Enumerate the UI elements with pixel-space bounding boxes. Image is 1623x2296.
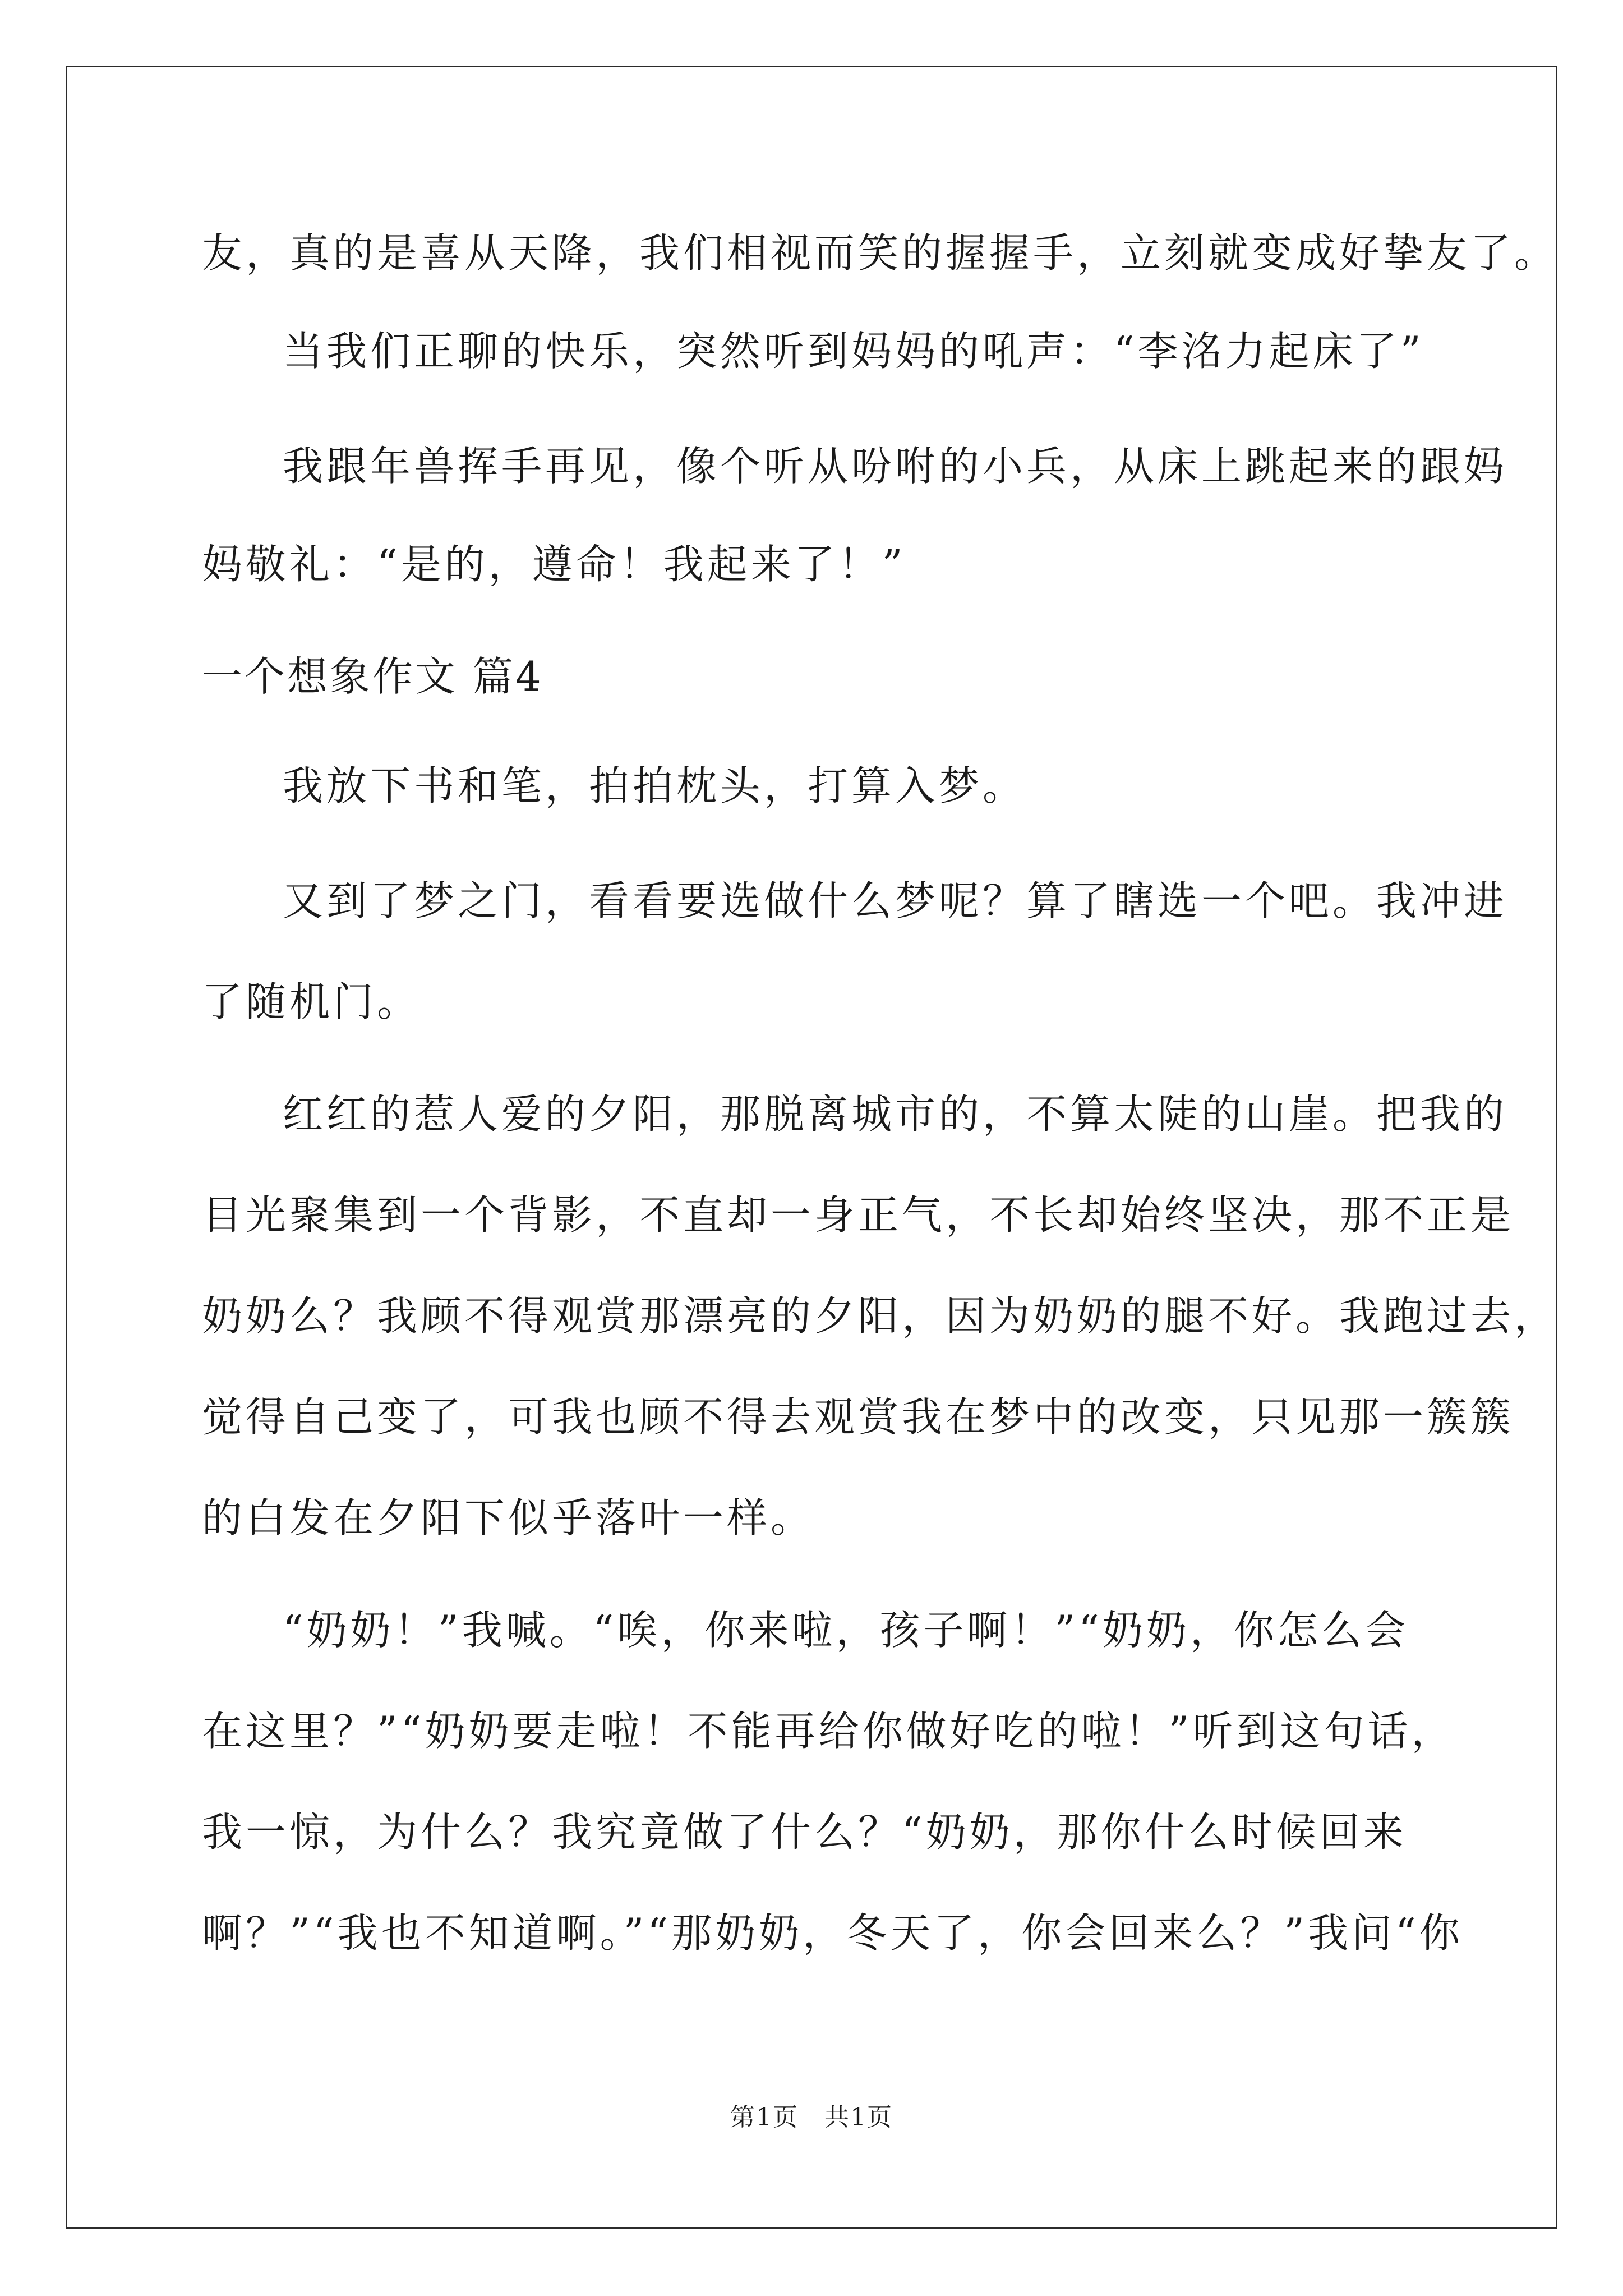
text-line-13: 的白发在夕阳下似乎落叶一样。 <box>202 1494 815 1542</box>
text-line-4: 妈敬礼：“是的，遵命！我起来了！” <box>202 541 906 588</box>
text-line-10: 目光聚集到一个背影，不直却一身正气，不长却始终坚决，那不正是 <box>202 1191 1515 1239</box>
text-line-6: 我放下书和笔，拍拍枕头，打算入梦。 <box>283 762 1027 809</box>
page-border <box>66 66 1557 2229</box>
text-line-17: 啊？”“我也不知道啊。”“那奶奶，冬天了，你会回来么？”我问“你 <box>202 1910 1463 1957</box>
text-line-11: 奶奶么？我顾不得观赏那漂亮的夕阳，因为奶奶的腿不好。我跑过去， <box>202 1292 1559 1340</box>
text-line-9: 红红的惹人爱的夕阳，那脱离城市的，不算太陡的山崖。把我的 <box>283 1091 1508 1138</box>
text-line-2: 当我们正聊的快乐，突然听到妈妈的吼声：“李洺力起床了” <box>283 328 1424 375</box>
page-footer: 第1页 共1页 <box>730 2103 893 2132</box>
text-line-14: “奶奶！”我喊。“唉，你来啦，孩子啊！”“奶奶，你怎么会 <box>283 1607 1409 1654</box>
text-line-3: 我跟年兽挥手再见，像个听从吩咐的小兵，从床上跳起来的跟妈 <box>283 443 1508 490</box>
text-line-7: 又到了梦之门，看看要选做什么梦呢？算了瞎选一个吧。我冲进 <box>283 877 1508 924</box>
text-line-1: 友，真的是喜从天降，我们相视而笑的握握手，立刻就变成好挚友了。 <box>202 229 1559 277</box>
section-heading: 一个想象作文 篇4 <box>202 653 543 700</box>
text-line-16: 我一惊，为什么？我究竟做了什么？“奶奶，那你什么时候回来 <box>202 1809 1407 1856</box>
text-line-15: 在这里？”“奶奶要走啦！不能再给你做好吃的啦！”听到这句话， <box>202 1708 1455 1755</box>
text-line-8: 了随机门。 <box>202 978 421 1025</box>
text-line-12: 觉得自己变了，可我也顾不得去观赏我在梦中的改变，只见那一簇簇 <box>202 1393 1515 1441</box>
